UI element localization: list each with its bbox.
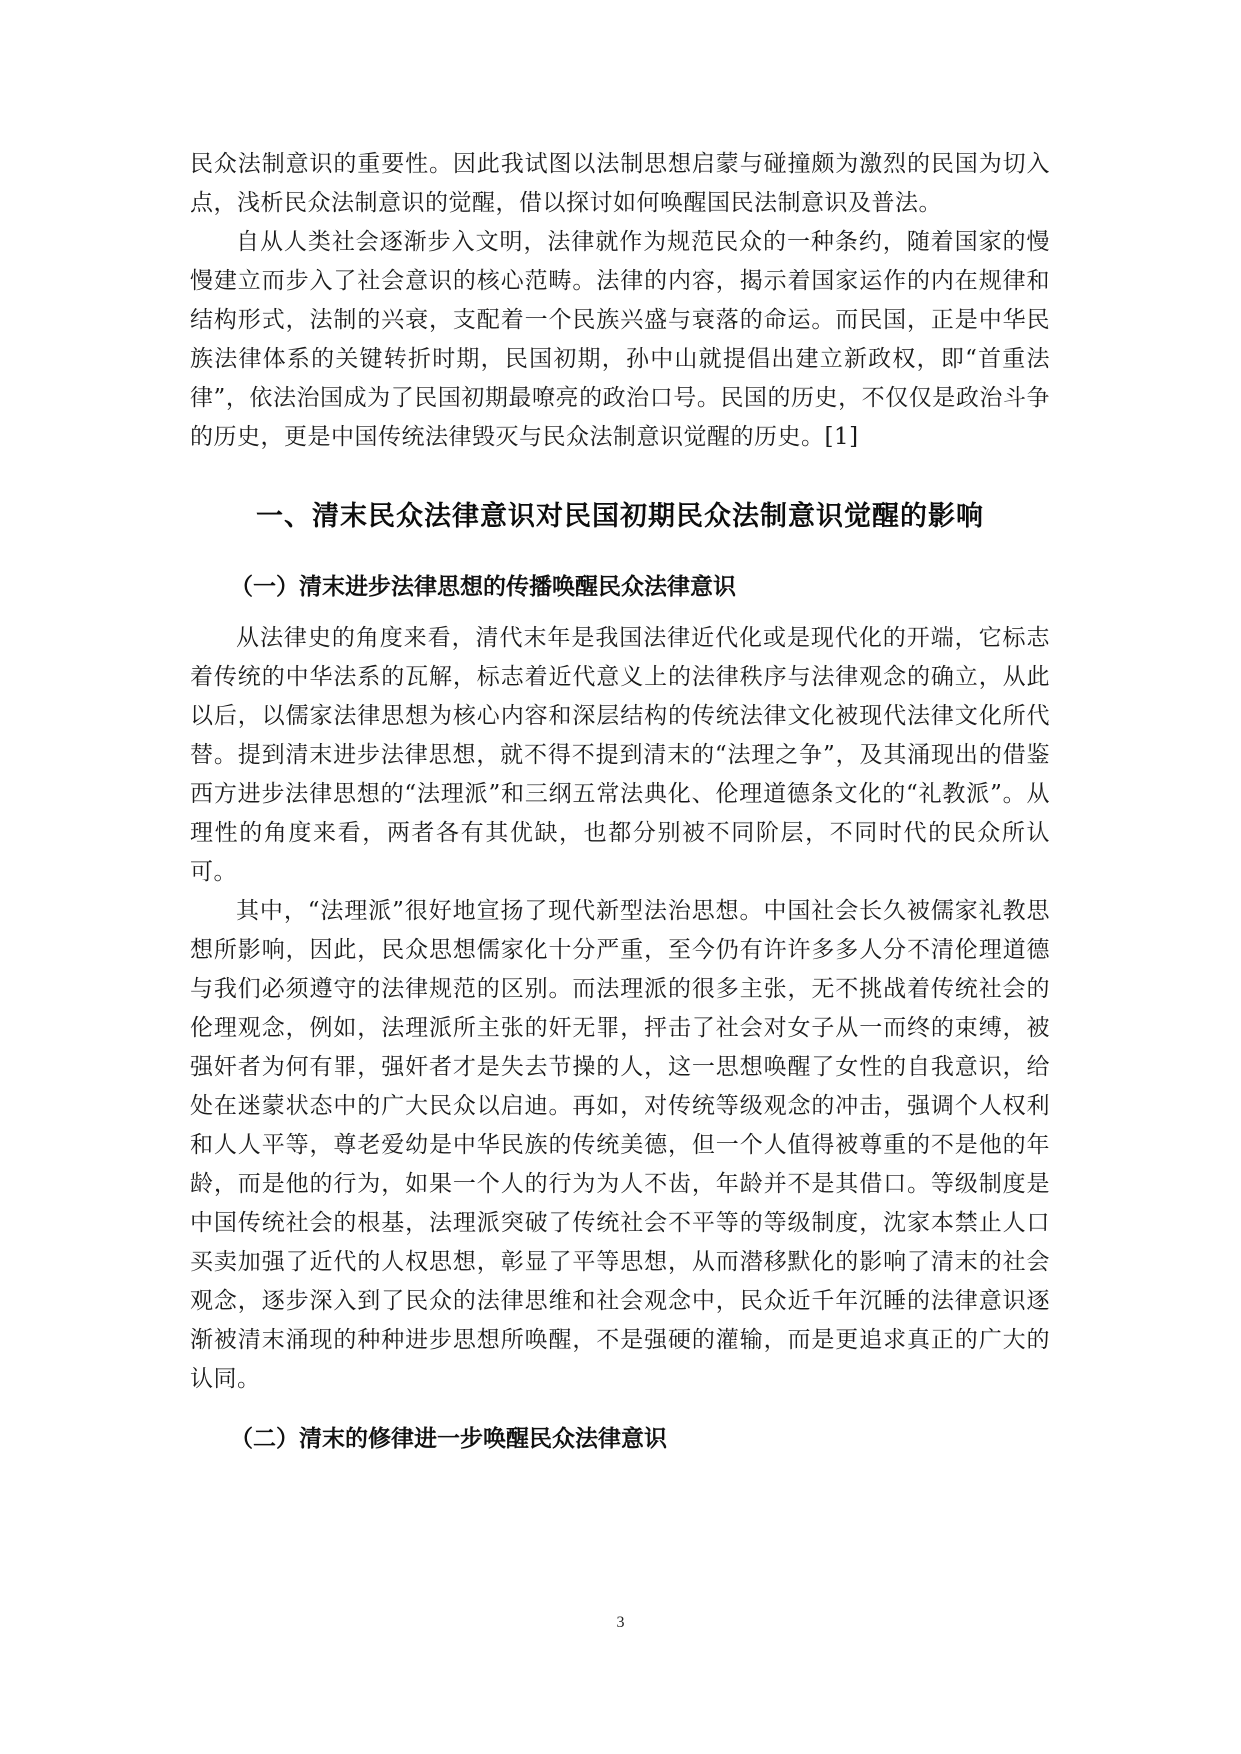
- subsection-1-paragraph-2: 其中，“法理派”很好地宣扬了现代新型法治思想。中国社会长久被儒家礼教思想所影响，因此，民众思想儒家化十分严重，至今仍有许许多多人分不清伦理道德与我们必须遵守的法律规范的区别。而法理派的很多主张，无不挑战着传统社会的伦理观念，例如，法理派所主张的奸无罪，抨击了社会对女子从一而终的束缚，被强奸者为何有罪，强奸者才是失去节操的人，这一思想唤醒了女性的自我意识，给处在迷蒙状态中的广大民众以启迪。再如，对传统等级观念的冲击，强调个人权利和人人平等，尊老爱幼是中华民族的传统美德，但一个人值得被尊重的不是他的年龄，而是他的行为，如果一个人的行为为人不齿，年龄并不是其借口。等级制度是中国传统社会的根基，法理派突破了传统社会不平等的等级制度，沈家本禁止人口买卖加强了近代的人权思想，彰显了平等思想，从而潜移默化的影响了清末的社会观念，逐步深入到了民众的法律思维和社会观念中，民众近千年沉睡的法律意识逐渐被清末涌现的种种进步思想所唤醒，不是强硬的灌输，而是更追求真正的广大的认同。: [190, 898, 1050, 1392]
- page-number: 3: [616, 1614, 625, 1631]
- subsection-1-paragraph-1: 从法律史的角度来看，清代末年是我国法律近代化或是现代化的开端，它标志着传统的中华法系的瓦解，标志着近代意义上的法律秩序与法律观念的确立，从此以后，以儒家法律思想为核心内容和深层结构的传统法律文化被现代法律文化所代替。提到清末进步法律思想，就不得不提到清末的“法理之争”，及其涌现出的借鉴西方进步法律思想的“法理派”和三纲五常法典化、伦理道德条文化的“礼教派”。从理性的角度来看，两者各有其优缺，也都分别被不同阶层，不同时代的民众所认可。: [190, 625, 1050, 885]
- page-content: [190, 145, 1050, 1471]
- subsection-1-heading: （一）清末进步法律思想的传播唤醒民众法律意识: [230, 574, 736, 600]
- intro-paragraph: 自从人类社会逐渐步入文明，法律就作为规范民众的一种条约，随着国家的慢慢建立而步入了社会意识的核心范畴。法律的内容，揭示着国家运作的内在规律和结构形式，法制的兴衰，支配着一个民族兴盛与衰落的命运。而民国，正是中华民族法律体系的关键转折时期，民国初期，孙中山就提倡出建立新政权，即“首重法律”，依法治国成为了民国初期最嘹亮的政治口号。民国的历史，不仅仅是政治斗争的历史，更是中国传统法律毁灭与民众法制意识觉醒的历史。[1]: [190, 229, 1050, 450]
- intro-paragraph-continued: 民众法制意识的重要性。因此我试图以法制思想启蒙与碰撞颇为激烈的民国为切入点，浅析民众法制意识的觉醒，借以探讨如何唤醒国民法制意识及普法。: [190, 151, 1050, 216]
- section-heading: 一、清末民众法律意识对民国初期民众法制意识觉醒的影响: [256, 501, 984, 532]
- subsection-2-heading: （二）清末的修律进一步唤醒民众法律意识: [230, 1426, 667, 1452]
